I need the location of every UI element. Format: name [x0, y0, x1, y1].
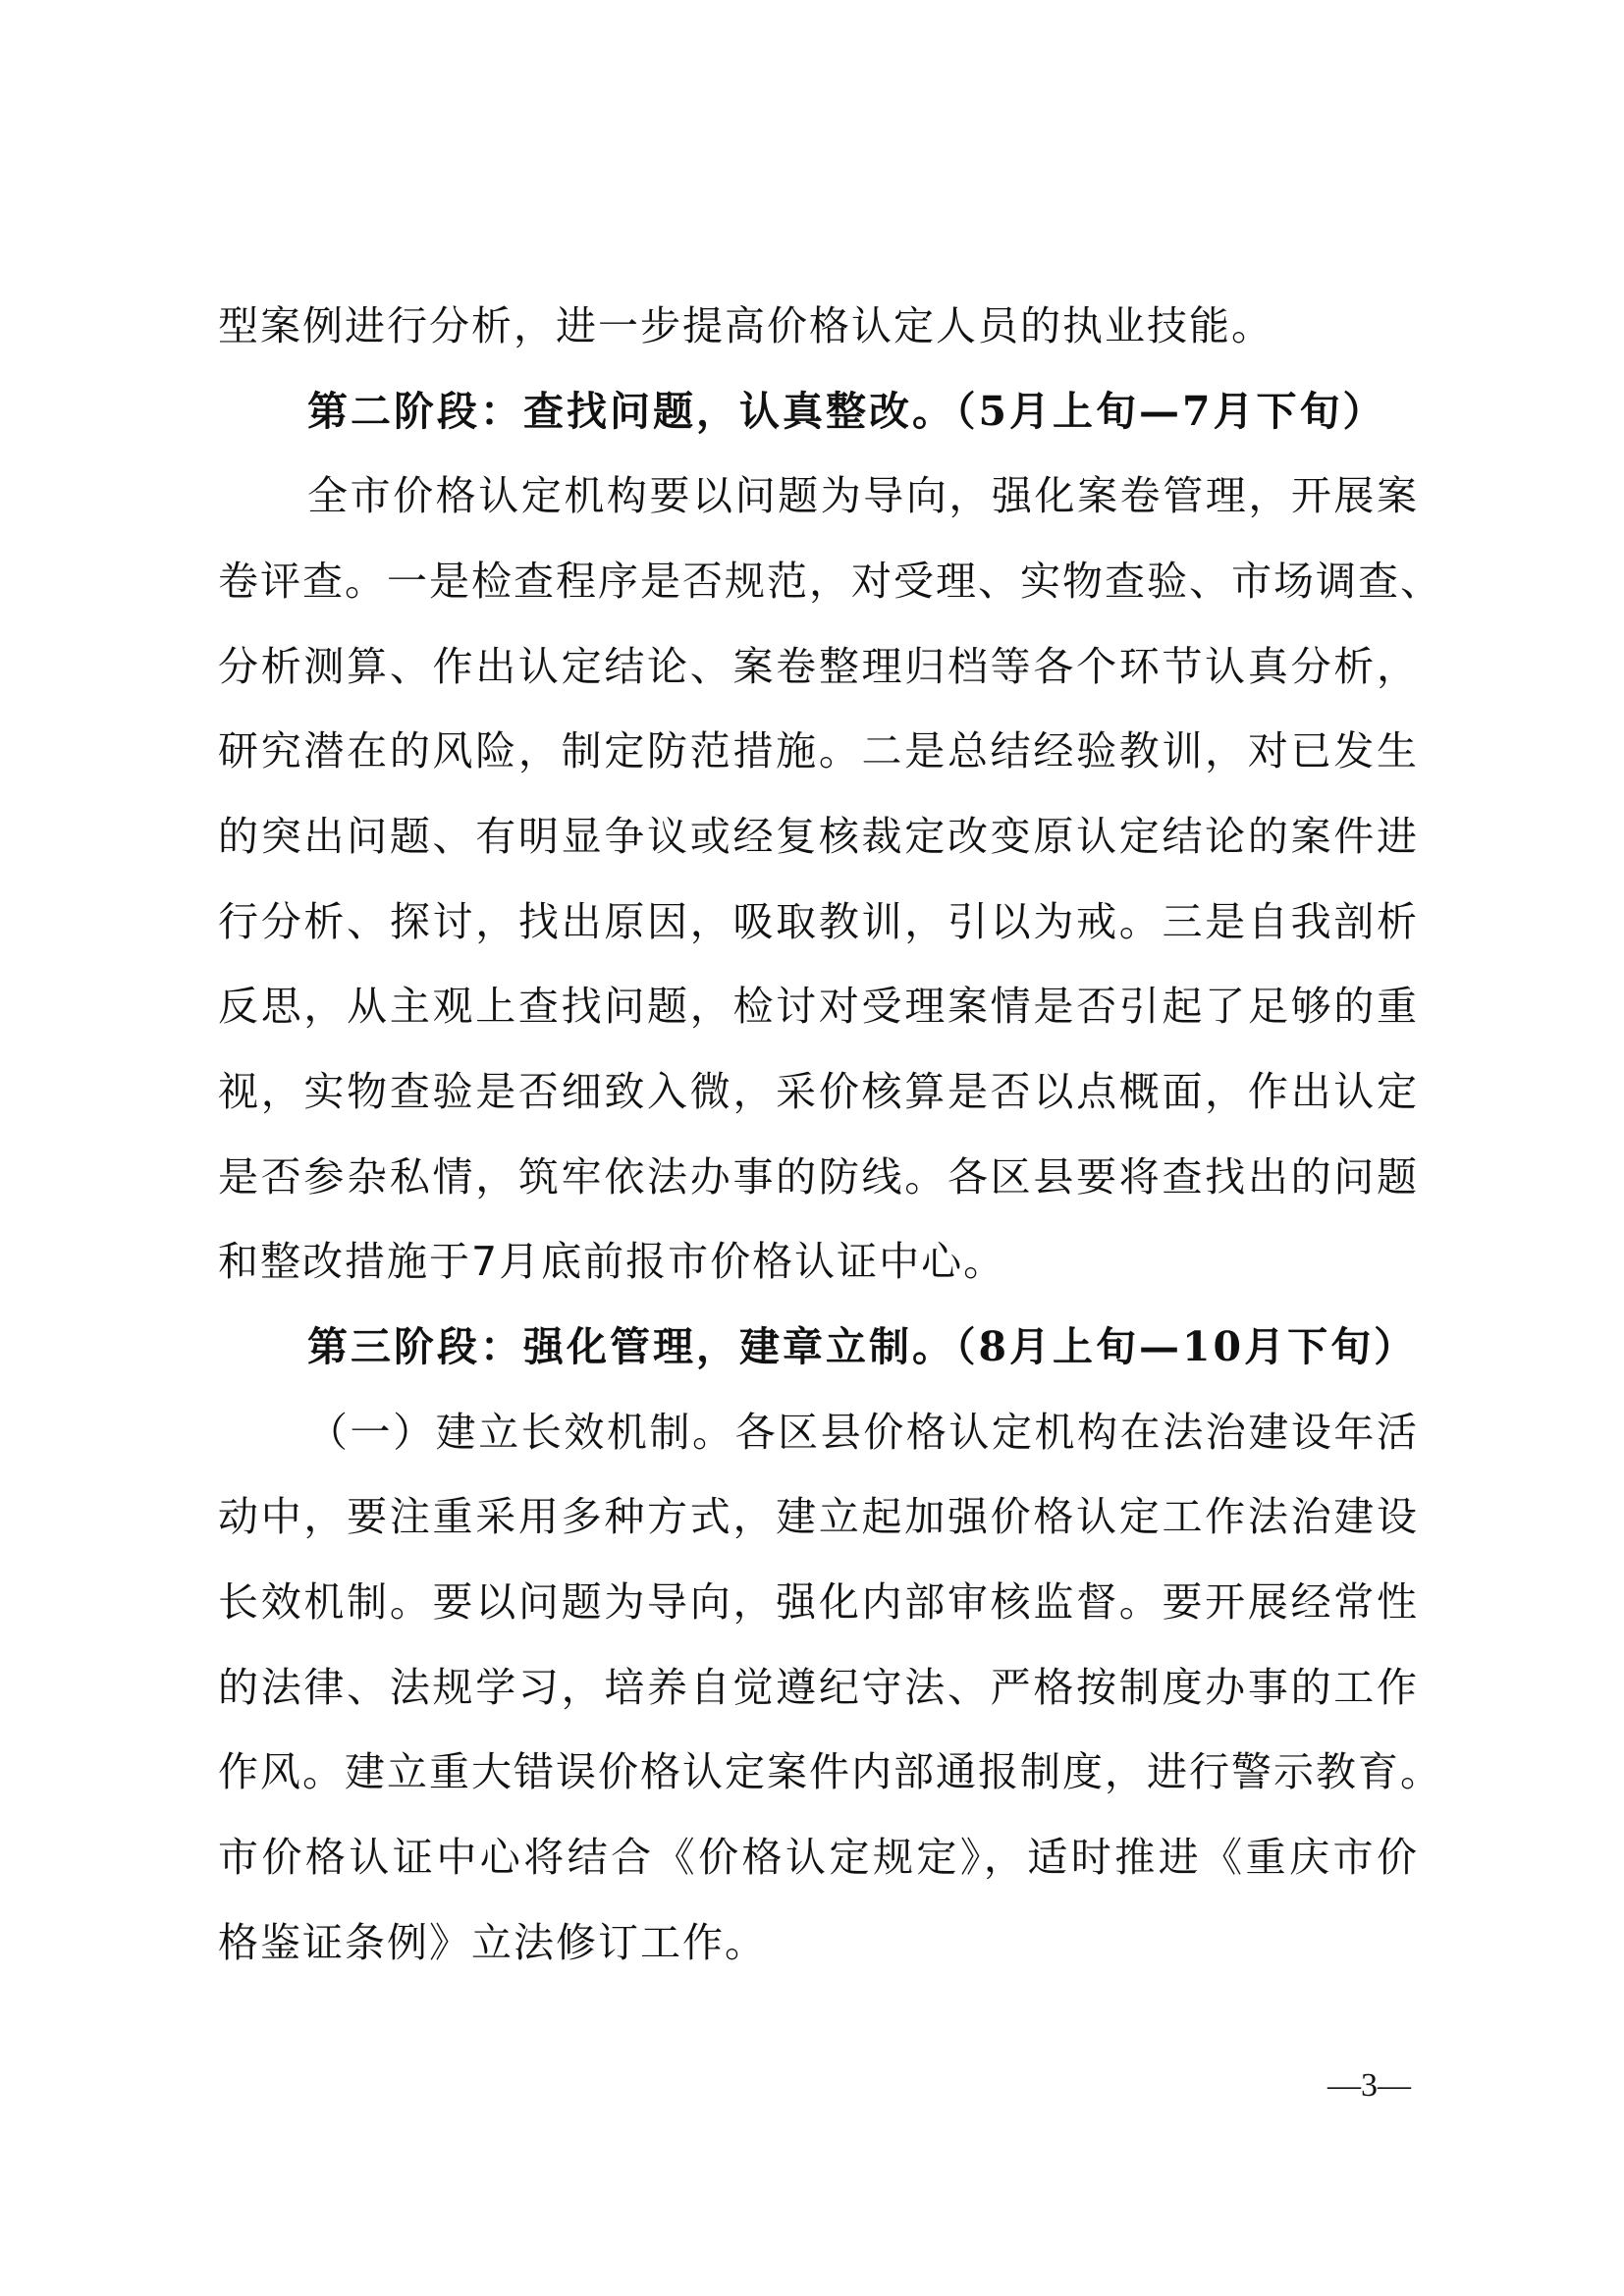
paragraph-line: 卷评查。一是检查程序是否规范，对受理、实物查验、市场调查、: [218, 558, 1442, 605]
paragraph-line: 作风。建立重大错误价格认定案件内部通报制度，进行警示教育。: [218, 1748, 1442, 1795]
paragraph-line: 格鉴证条例》立法修订工作。: [218, 1919, 767, 1966]
paragraph-line: 动中，要注重采用多种方式，建立起加强价格认定工作法治建设: [218, 1493, 1419, 1540]
paragraph-line: 研究潜在的风险，制定防范措施。二是总结经验教训，对已发生: [218, 727, 1419, 774]
paragraph-line: 的突出问题、有明显争议或经复核裁定改变原认定结论的案件进: [218, 813, 1419, 860]
paragraph-line: 型案例进行分析，进一步提高价格认定人员的执业技能。: [218, 302, 1273, 349]
paragraph-line: 全市价格认定机构要以问题为导向，强化案卷管理，开展案: [307, 472, 1419, 519]
section-heading-stage-3: 第三阶段：强化管理，建章立制。（8月上旬—10月下旬）: [307, 1323, 1418, 1370]
page-number: —3—: [1327, 2067, 1411, 2104]
paragraph-line: 行分析、探讨，找出原因，吸取教训，引以为戒。三是自我剖析: [218, 898, 1419, 945]
paragraph-line: 是否参杂私情，筑牢依法办事的防线。各区县要将查找出的问题: [218, 1153, 1419, 1201]
paragraph-line: 反思，从主观上查找问题，检讨对受理案情是否引起了足够的重: [218, 983, 1419, 1030]
paragraph-line: 市价格认证中心将结合《价格认定规定》，适时推进《重庆市价: [218, 1834, 1419, 1881]
paragraph-line: （一）建立长效机制。各区县价格认定机构在法治建设年活: [307, 1409, 1419, 1456]
paragraph-line: 视，实物查验是否细致入微，采价核算是否以点概面，作出认定: [218, 1068, 1419, 1115]
paragraph-line: 分析测算、作出认定结论、案卷整理归档等各个环节认真分析，: [218, 643, 1419, 690]
section-heading-stage-2: 第二阶段：查找问题，认真整改。（5月上旬—7月下旬）: [307, 388, 1386, 435]
paragraph-line: 长效机制。要以问题为导向，强化内部审核监督。要开展经常性: [218, 1578, 1419, 1626]
paragraph-line: 的法律、法规学习，培养自觉遵纪守法、严格按制度办事的工作: [218, 1664, 1419, 1711]
paragraph-line: 和整改措施于7月底前报市价格认证中心。: [218, 1238, 1006, 1285]
